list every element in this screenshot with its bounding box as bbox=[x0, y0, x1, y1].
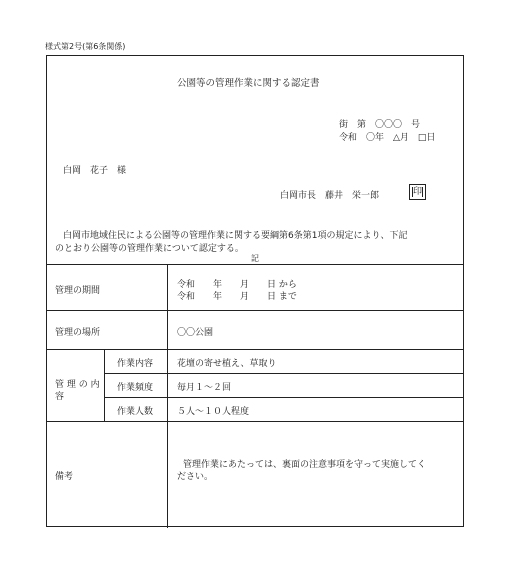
content-label-line2: 容 bbox=[55, 392, 65, 402]
work-content-label: 作業内容 bbox=[117, 359, 154, 369]
row-divider bbox=[104, 397, 463, 398]
column-divider bbox=[104, 349, 105, 421]
document-title: 公園等の管理作業に関する認定書 bbox=[177, 78, 320, 89]
form-label: 様式第2号(第6条関係) bbox=[45, 42, 126, 51]
recipient-name: 白岡 花子 様 bbox=[63, 166, 127, 176]
work-frequency-value: 毎月１～２回 bbox=[177, 383, 232, 393]
body-text-line1: 白岡市地域住民による公園等の管理作業に関する要綱第6条第1項の規定により、下記 bbox=[63, 231, 408, 241]
seal-stamp: 印 bbox=[409, 184, 426, 200]
issuer-name: 白岡市長 藤井 栄一郎 bbox=[280, 191, 380, 201]
ki-marker: 記 bbox=[251, 254, 259, 263]
work-content-value: 花壇の寄せ植え、草取り bbox=[177, 359, 277, 369]
certificate-sheet bbox=[46, 55, 464, 527]
row-divider bbox=[104, 373, 463, 374]
period-from: 令和 年 月 日 から bbox=[177, 280, 297, 290]
remarks-line2: ださい。 bbox=[177, 472, 214, 482]
column-divider bbox=[167, 264, 168, 528]
remarks-label: 備考 bbox=[55, 472, 74, 482]
table-top-rule bbox=[47, 264, 463, 265]
remarks-line1: 管理作業にあたっては、裏面の注意事項を守って実施してく bbox=[183, 460, 427, 470]
row-divider bbox=[47, 310, 463, 311]
period-to: 令和 年 月 日 まで bbox=[177, 292, 297, 302]
place-label: 管理の場所 bbox=[55, 328, 101, 338]
body-text-line2: のとおり公園等の管理作業について認定する。 bbox=[55, 244, 244, 254]
row-divider bbox=[47, 349, 463, 350]
period-label: 管理の期間 bbox=[55, 286, 101, 296]
work-headcount-value: ５人～１０人程度 bbox=[177, 407, 250, 417]
work-frequency-label: 作業頻度 bbox=[117, 383, 154, 393]
row-divider bbox=[47, 421, 463, 422]
work-headcount-label: 作業人数 bbox=[117, 407, 154, 417]
place-value: 〇〇公園 bbox=[177, 328, 214, 338]
document-number: 街 第 〇〇〇 号 bbox=[339, 120, 421, 130]
content-label-line1: 管 理 の 内 bbox=[55, 380, 100, 390]
issue-date: 令和 〇年 △月 □日 bbox=[339, 133, 436, 143]
